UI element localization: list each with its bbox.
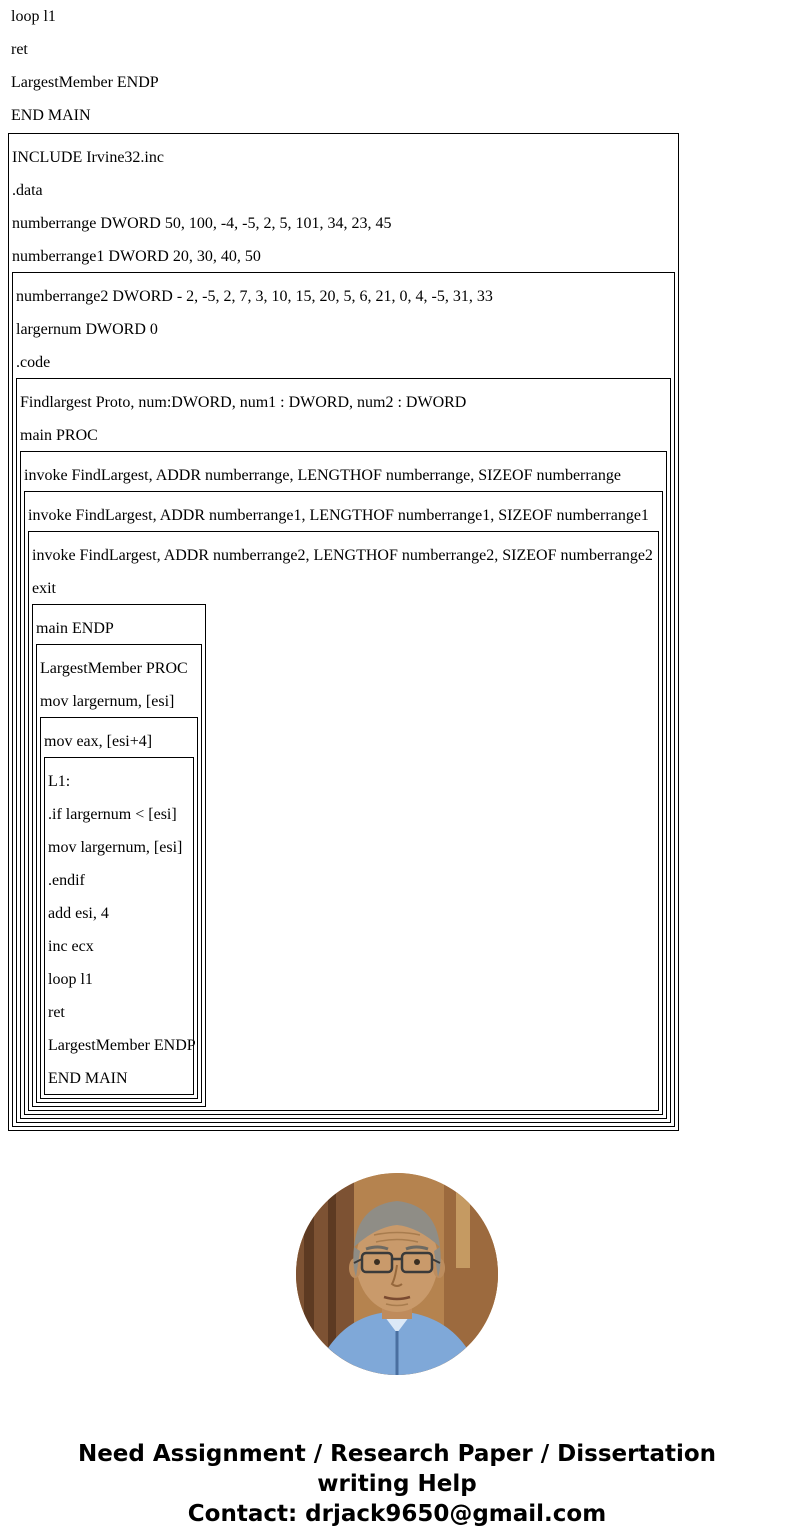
code-line: largernum DWORD 0: [16, 321, 158, 338]
code-line: LargestMember ENDP: [48, 1037, 196, 1054]
code-line: L1:: [48, 773, 71, 790]
code-box-3: [16, 378, 671, 1123]
code-box-2: [12, 272, 675, 1127]
code-line: numberrange2 DWORD - 2, -5, 2, 7, 3, 10, 15, 20, 5, 6, 21, 0, 4, -5, 31, 33: [16, 288, 493, 305]
code-box-1: [8, 133, 679, 1131]
code-line: add esi, 4: [48, 905, 109, 922]
code-line: ret: [48, 1004, 65, 1021]
code-box-6: [28, 531, 659, 1111]
code-line: invoke FindLargest, ADDR numberrange1, LENGTHOF numberrange1, SIZEOF numberrange1: [28, 507, 649, 524]
code-box-8: [36, 644, 202, 1103]
code-line: ret: [11, 41, 28, 58]
code-line: END MAIN: [11, 107, 91, 124]
contact-email: Contact: drjack9650@gmail.com: [187, 1501, 607, 1527]
code-box-4: [20, 451, 667, 1119]
code-line: main PROC: [20, 427, 98, 444]
code-line: main ENDP: [36, 620, 114, 637]
code-line: mov largernum, [esi]: [48, 839, 183, 856]
help-heading-line-2: writing Help: [317, 1471, 477, 1497]
code-line: mov largernum, [esi]: [40, 693, 175, 710]
photo-section: [0, 1173, 794, 1375]
help-heading-line-1: Need Assignment / Research Paper / Dissertation: [77, 1441, 717, 1467]
code-line: .endif: [48, 872, 85, 889]
code-line: LargestMember ENDP: [11, 74, 159, 91]
code-line: INCLUDE Irvine32.inc: [12, 149, 164, 166]
code-line: numberrange DWORD 50, 100, -4, -5, 2, 5, 101, 34, 23, 45: [12, 215, 392, 232]
code-line: Findlargest Proto, num:DWORD, num1 : DWORD, num2 : DWORD: [20, 394, 467, 411]
footer: [0, 1439, 794, 1529]
code-line: numberrange1 DWORD 20, 30, 40, 50: [12, 248, 261, 265]
code-line: inc ecx: [48, 938, 94, 955]
code-line: loop l1: [11, 8, 56, 25]
code-box-9: [40, 717, 198, 1099]
code-box-5: [24, 491, 663, 1115]
code-box-10: [44, 757, 194, 1095]
code-line: .if largernum < [esi]: [48, 806, 177, 823]
code-line: loop l1: [48, 971, 93, 988]
code-line: .data: [12, 182, 43, 199]
code-box-7: [32, 604, 206, 1107]
code-line: END MAIN: [48, 1070, 128, 1087]
code-line: .code: [16, 354, 51, 371]
person-portrait-illustration: [296, 1173, 498, 1375]
code-preamble: [0, 8, 794, 125]
code-line: LargestMember PROC: [40, 660, 188, 677]
code-line: invoke FindLargest, ADDR numberrange, LENGTHOF numberrange, SIZEOF numberrange: [24, 467, 621, 484]
presenter-photo: [296, 1173, 498, 1375]
code-line: mov eax, [esi+4]: [44, 733, 153, 750]
code-line: invoke FindLargest, ADDR numberrange2, LENGTHOF numberrange2, SIZEOF numberrange2: [32, 547, 653, 564]
code-line: exit: [32, 580, 56, 597]
